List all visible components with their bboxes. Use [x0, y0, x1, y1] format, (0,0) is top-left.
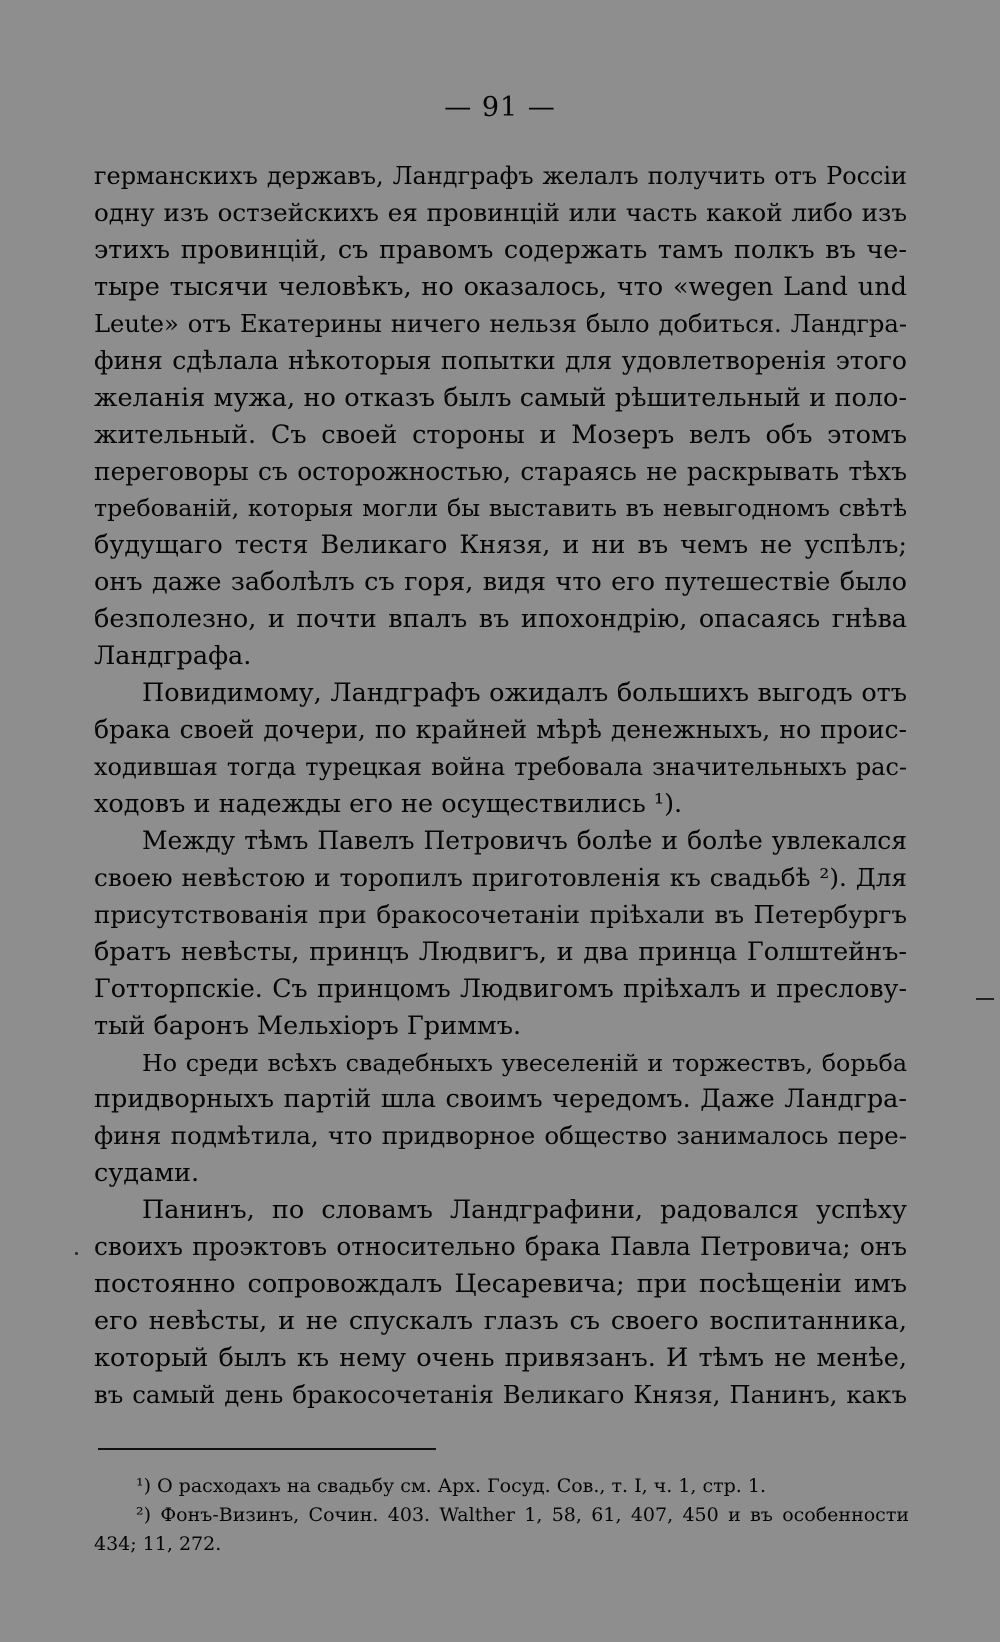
text-line: безполезно, и почти впалъ въ ипохондрію, опасаясь гнѣва [94, 604, 907, 635]
footnote-line: 434; 11, 272. [94, 1533, 222, 1555]
text-line: своихъ проэктовъ относительно брака Павла Петровича; онъ [94, 1232, 907, 1262]
text-line: желанія мужа, но отказъ былъ самый рѣшительный и поло- [94, 382, 907, 413]
text-line: Готторпскіе. Съ принцомъ Людвигомъ пріѣхалъ и преслову- [94, 973, 907, 1003]
text-line: Ландграфа. [94, 641, 252, 672]
text-line: требованій, которыя могли бы выставить въ невыгодномъ свѣтѣ [94, 494, 907, 523]
body-text [94, 158, 907, 1414]
footnote-line: ¹) О расходахъ на свадьбу см. Арх. Госуд. Сов., т. I, ч. 1, стр. 1. [136, 1475, 766, 1497]
text-line: придворныхъ партій шла своимъ чередомъ. Даже Ландгра- [94, 1084, 907, 1115]
text-line: Повидимому, Ландграфъ ожидалъ большихъ выгодъ отъ [142, 678, 907, 709]
text-line: онъ даже заболѣлъ съ горя, видя что его путешествіе было [94, 567, 907, 598]
text-line: финя сдѣлала нѣкоторыя попытки для удовлетворенія этого [94, 345, 907, 375]
text-line: этихъ провинцій, съ правомъ содержать тамъ полкъ въ че- [94, 234, 907, 265]
text-line: брака своей дочери, по крайней мѣрѣ денежныхъ, но проис- [94, 715, 907, 745]
text-line: Но среди всѣхъ свадебныхъ увеселеній и торжествъ, борьба [142, 1048, 907, 1077]
text-line: Панинъ, по словамъ Ландграфини, радовался успѣху [142, 1195, 907, 1226]
text-line: переговоры съ осторожностью, стараясь не раскрывать тѣхъ [94, 456, 907, 486]
footnotes [94, 1472, 909, 1559]
footnote-divider [98, 1448, 436, 1450]
text-line: финя подмѣтила, что придворное общество занималось пере- [94, 1121, 907, 1151]
text-line: ходовъ и надежды его не осуществились ¹). [94, 788, 683, 819]
text-line: Leute» отъ Екатерины ничего нельзя было добиться. Ландгра- [94, 309, 907, 338]
text-line: постоянно сопровождалъ Цесаревича; при посѣщеніи имъ [94, 1269, 907, 1300]
footnote-line: ²) Фонъ-Визинъ, Сочин. 403. Walther 1, 58, 61, 407, 450 и въ особенности [136, 1504, 909, 1526]
text-line: одну изъ остзейскихъ ея провинцій или часть какой либо изъ [94, 197, 907, 227]
margin-mark [976, 998, 994, 1000]
text-line: присутствованія при бракосочетаніи пріѣхали въ Петербургъ [94, 899, 907, 929]
text-line: германскихъ державъ, Ландграфъ желалъ получить отъ Россіи [94, 162, 907, 190]
text-line: который былъ къ нему очень привязанъ. И тѣмъ не менѣе, [94, 1343, 907, 1373]
text-line: своею невѣстою и торопилъ приготовленія къ свадьбѣ ²). Для [94, 862, 907, 892]
text-line: будущаго тестя Великаго Князя, и ни въ чемъ не успѣлъ; [94, 530, 907, 561]
page-number: — 91 — [444, 92, 556, 123]
text-line: братъ невѣсты, принцъ Людвигъ, и два принца Голштейнъ- [94, 936, 907, 967]
text-line: Между тѣмъ Павелъ Петровичъ болѣе и болѣе увлекался [142, 825, 907, 855]
margin-speck [75, 1252, 78, 1255]
text-line: тый баронъ Мельхіоръ Гриммъ. [94, 1010, 522, 1041]
text-line: жительный. Съ своей стороны и Мозеръ велъ объ этомъ [94, 419, 907, 450]
text-line: судами. [94, 1158, 200, 1189]
text-line: его невѣсты, и не спускалъ глазъ съ своего воспитанника, [94, 1306, 907, 1337]
text-line: тыре тысячи человѣкъ, но оказалось, что «wegen Land und [94, 271, 907, 302]
text-line: ходившая тогда турецкая война требовала значительныхъ рас- [94, 753, 907, 781]
text-line: въ самый день бракосочетанія Великаго Князя, Панинъ, какъ [94, 1379, 907, 1409]
